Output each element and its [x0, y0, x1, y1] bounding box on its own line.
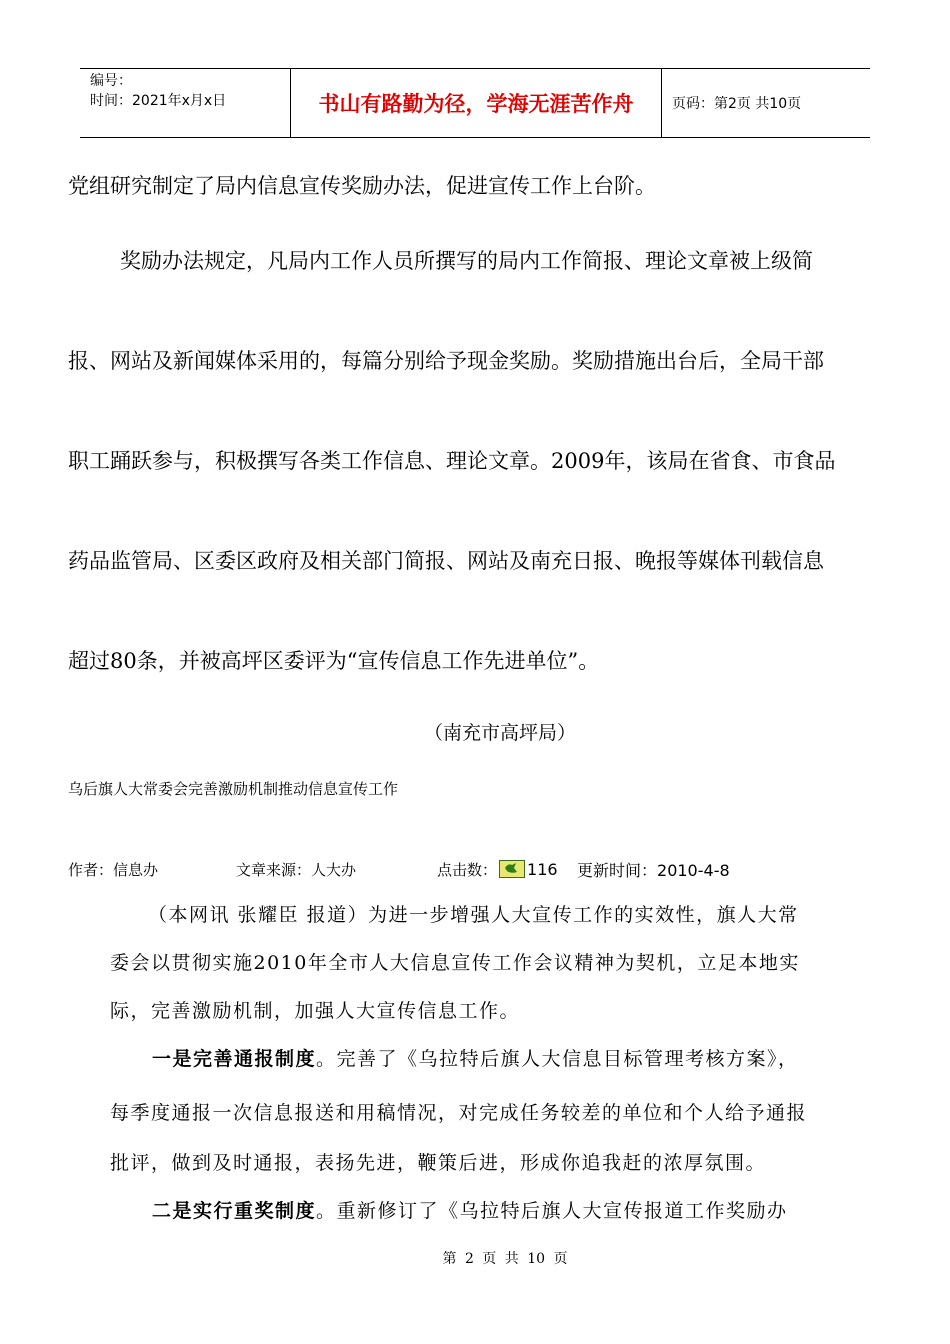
article-paragraph-3-first — [152, 1196, 788, 1223]
page-footer: 第 2 页 共 10 页 — [442, 1251, 568, 1267]
article-line: 批评，做到及时通报，表扬先进，鞭策后进，形成你追我赶的浓厚氛围。 — [110, 1152, 767, 1174]
article-paragraph-2-first — [152, 1044, 799, 1071]
header-motto: 书山有路勤为径，学海无涯苦作舟 — [291, 69, 662, 137]
article-line: 际，完善激励机制，加强人大宣传信息工作。 — [110, 1000, 521, 1022]
clicks-icon — [499, 860, 525, 878]
article-meta — [68, 856, 730, 882]
lead-phrase: 二是实行重奖制度 — [152, 1200, 317, 1222]
body-line: 奖励办法规定，凡局内工作人员所撰写的局内工作简报、理论文章被上级简 — [120, 249, 813, 273]
meta-clicks: 116 — [527, 859, 558, 879]
paragraph-text: 。完善了《乌拉特后旗人大信息目标管理考核方案》， — [316, 1048, 799, 1070]
header-meta — [80, 69, 291, 137]
source-attribution: （南充市高坪局） — [423, 722, 576, 744]
lead-phrase: 一是完善通报制度 — [152, 1048, 317, 1070]
body-line: 职工踊跃参与，积极撰写各类工作信息、理论文章。2009年，该局在省食、市食品 — [68, 449, 836, 473]
document-time: 时间：2021年x月x日 — [90, 93, 227, 109]
body-line: 超过80条，并被高坪区委评为“宣传信息工作先进单位”。 — [68, 649, 600, 673]
meta-author: 作者：信息办 — [68, 860, 159, 879]
body-line: 报、网站及新闻媒体采用的，每篇分别给予现金奖励。奖励措施出台后，全局干部 — [68, 349, 824, 373]
document-number-label: 编号： — [90, 73, 132, 89]
meta-clicks-label: 点击数： — [437, 860, 498, 879]
paragraph-text: 。重新修订了《乌拉特后旗人大宣传报道工作奖励办 — [316, 1200, 788, 1222]
header-page-info: 页码：第2页 共10页 — [672, 96, 802, 112]
article-line: （本网讯 张耀臣 报道）为进一步增强人大宣传工作的实效性，旗人大常 — [148, 904, 799, 926]
article-title: 乌后旗人大常委会完善激励机制推动信息宣传工作 — [68, 780, 399, 798]
document-header — [80, 68, 870, 138]
meta-source: 文章来源：人大办 — [236, 860, 357, 879]
article-line: 委会以贯彻实施2010年全市人大信息宣传工作会议精神为契机，立足本地实 — [110, 952, 800, 974]
body-line: 药品监管局、区委区政府及相关部门简报、网站及南充日报、晚报等媒体刊载信息 — [68, 549, 824, 573]
article-line: 每季度通报一次信息报送和用稿情况，对完成任务较差的单位和个人给予通报 — [110, 1102, 808, 1124]
body-line: 党组研究制定了局内信息宣传奖励办法，促进宣传工作上台阶。 — [68, 174, 656, 198]
meta-updated: 更新时间：2010-4-8 — [577, 860, 730, 880]
